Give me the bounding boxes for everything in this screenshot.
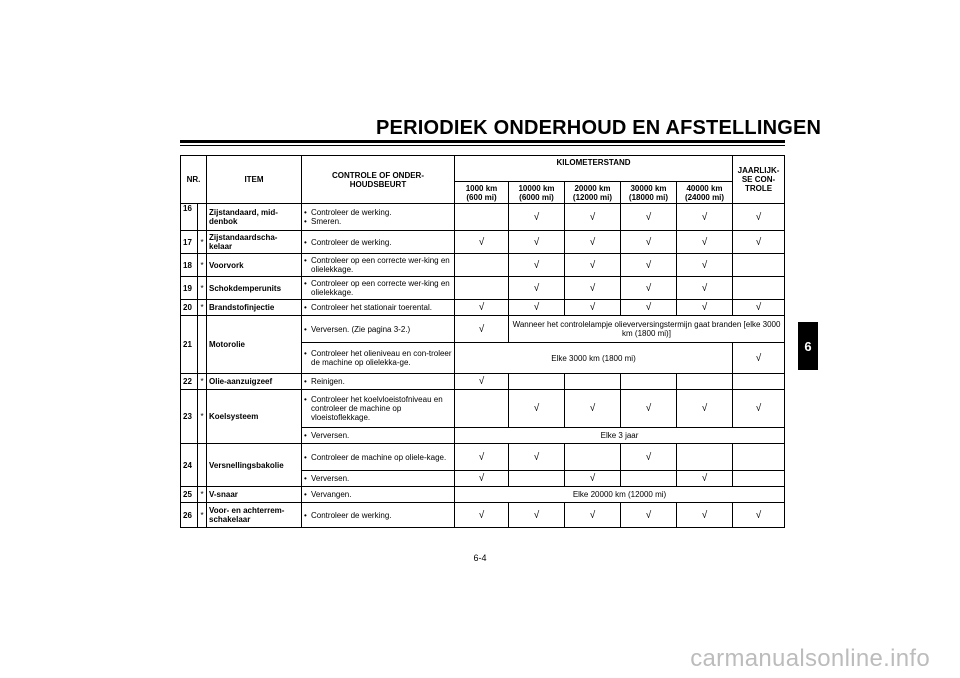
bullet-icon: • [304,490,307,499]
bullet-text: Controleer het stationair toerental. [311,303,432,312]
header-mi-value: (18000 mi) [628,192,669,202]
bullet-item [304,511,452,520]
check-cell [621,503,677,528]
bullet-item [304,238,452,247]
row-control [302,428,455,444]
bullet-item [304,474,452,483]
check-icon: √ [533,509,540,521]
check-cell [565,300,621,316]
row-item: Olie-aanzuigzeef [207,374,302,390]
row-number: 23 [181,390,198,444]
bullet-icon: • [304,208,307,217]
bullet-text: Controleer de werking. [311,208,392,217]
check-cell [677,277,733,300]
row-control [302,316,455,343]
row-star: * [198,487,207,503]
check-icon: √ [478,376,485,387]
row-control [302,471,455,487]
row-number: 22 [181,374,198,390]
row-control [302,277,455,300]
bullet-text: Controleer de werking. [311,510,392,520]
check-cell [621,254,677,277]
row-control [302,487,455,503]
row-item: Zijstandaardscha-kelaar [207,231,302,254]
check-cell [677,231,733,254]
bullet-icon: • [304,349,307,358]
check-cell [455,390,509,428]
check-cell [509,444,565,471]
bullet-text: Verversen. (Zie pagina 3-2.) [311,324,411,334]
bullet-text: Vervangen. [311,490,352,499]
row-item: Brandstofinjectie [207,300,302,316]
check-icon: √ [701,509,708,521]
header-mi-value: (600 mi) [466,192,497,202]
check-icon: √ [533,403,540,414]
check-cell [455,471,509,487]
table-row [181,316,785,343]
check-cell [565,444,621,471]
check-cell [455,444,509,471]
table-row [181,254,785,277]
bullet-text: Controleer de machine op oliele-kage. [311,452,447,462]
row-control [302,444,455,471]
row-star: * [198,374,207,390]
row-number: 17 [181,231,198,254]
row-star: * [198,277,207,300]
maintenance-table [180,155,785,528]
check-cell [733,374,785,390]
check-cell [733,471,785,487]
header-km-value: 20000 km [574,183,611,193]
check-cell [565,374,621,390]
section-tab: 6 [798,322,818,370]
title-rule-thin [180,145,785,146]
bullet-icon: • [304,303,307,312]
check-cell [733,231,785,254]
row-number: 26 [181,503,198,528]
check-cell [677,204,733,231]
check-cell [733,254,785,277]
check-icon: √ [755,302,762,313]
table-row [181,300,785,316]
check-cell [455,277,509,300]
check-cell [733,390,785,428]
check-cell [509,231,565,254]
row-item: Motorolie [207,316,302,374]
check-cell [677,254,733,277]
bullet-text: Controleer het olieniveau en con-troleer de machine op olielekka-ge. [311,349,452,367]
header-km-1 [455,182,509,204]
header-km-value: 30000 km [630,183,667,193]
check-cell [621,204,677,231]
check-icon: √ [478,451,485,463]
row-number: 20 [181,300,198,316]
header-jaarlijks: JAARLIJK-SE CON-TROLE [733,156,785,204]
check-icon: √ [589,211,596,223]
row-item: Voorvork [207,254,302,277]
check-icon: √ [755,352,762,364]
table-row [181,444,785,471]
row-star [198,316,207,374]
bullet-item [304,490,452,499]
check-cell [509,503,565,528]
check-cell [621,390,677,428]
check-cell [455,204,509,231]
row-star [198,444,207,487]
header-km-5 [677,182,733,204]
check-cell [621,231,677,254]
bullet-item [304,256,452,274]
check-cell [455,254,509,277]
check-icon: √ [645,211,652,223]
title-rule [180,140,785,143]
bullet-icon: • [304,431,307,440]
bullet-text: Controleer op een correcte wer-king en olielekkage. [311,279,450,297]
bullet-item [304,279,452,297]
bullet-icon: • [304,217,307,226]
row-item: Koelsysteem [207,390,302,444]
row-star: * [198,254,207,277]
header-km-value: 40000 km [686,183,723,193]
check-cell [455,231,509,254]
bullet-item [304,395,452,422]
check-icon: √ [755,211,762,223]
table-row [181,503,785,528]
row-star: * [198,390,207,444]
check-cell [565,471,621,487]
check-icon: √ [589,236,596,248]
check-icon: √ [755,236,762,248]
header-mi-value: (24000 mi) [684,192,725,202]
check-icon: √ [533,302,540,313]
check-cell [621,374,677,390]
interval-note: Wanneer het controlelampje olieverversingstermijn gaat branden [elke 3000 km (1800 mi)] [509,316,785,343]
table-row [181,204,785,231]
header-km-value: 1000 km [465,183,498,193]
bullet-icon: • [304,510,307,520]
check-icon: √ [645,259,652,271]
header-mi-value: (12000 mi) [572,192,613,202]
bullet-icon: • [304,256,307,265]
check-cell [509,204,565,231]
bullet-item [304,303,452,312]
header-nr: NR. [181,156,207,204]
check-cell [677,471,733,487]
check-icon: √ [589,403,596,414]
bullet-item [304,377,452,386]
check-cell [509,374,565,390]
check-cell [733,343,785,374]
check-icon: √ [645,302,652,313]
check-cell [455,503,509,528]
row-star [198,204,207,231]
row-star: * [198,503,207,528]
check-cell [621,300,677,316]
check-cell [509,277,565,300]
row-number: 16 [181,204,198,231]
check-icon: √ [589,282,596,294]
check-cell [733,444,785,471]
check-cell [621,444,677,471]
row-number: 19 [181,277,198,300]
header-kilometerstand: KILOMETERSTAND [455,156,733,182]
bullet-icon: • [304,237,307,247]
check-icon: √ [645,509,652,521]
check-icon: √ [589,509,596,521]
check-icon: √ [478,473,485,484]
bullet-icon: • [304,377,307,386]
check-icon: √ [701,236,708,248]
check-icon: √ [701,211,708,223]
check-cell [509,390,565,428]
header-mi-value: (6000 mi) [519,192,554,202]
table-row [181,390,785,428]
bullet-item [304,325,452,334]
bullet-icon: • [304,324,307,334]
row-item: V-snaar [207,487,302,503]
check-cell [677,503,733,528]
check-cell [621,277,677,300]
check-icon: √ [589,473,596,484]
bullet-text: Controleer op een correcte wer-king en olielekkage. [311,256,450,274]
check-cell [565,231,621,254]
row-item: Zijstandaard, mid-denbok [207,204,302,231]
check-icon: √ [533,236,540,248]
check-cell [733,277,785,300]
bullet-item [304,349,452,367]
check-icon: √ [533,259,540,271]
row-star: * [198,300,207,316]
row-control [302,254,455,277]
interval-note: Elke 20000 km (12000 mi) [455,487,785,503]
check-cell [677,390,733,428]
interval-note: Elke 3 jaar [455,428,785,444]
check-icon: √ [701,302,708,313]
check-cell [509,471,565,487]
row-control [302,231,455,254]
row-control [302,390,455,428]
bullet-text: Controleer het koelvloeistofniveau en controleer de machine op vloeistoflekkage. [311,395,443,422]
check-icon: √ [478,302,485,313]
header-control: CONTROLE OF ONDER-HOUDSBEURT [302,156,455,204]
interval-note: Elke 3000 km (1800 mi) [455,343,733,374]
check-icon: √ [478,236,485,248]
row-number: 21 [181,316,198,374]
check-cell [509,300,565,316]
check-icon: √ [755,509,762,521]
check-icon: √ [645,403,652,414]
bullet-item [304,453,452,462]
check-icon: √ [755,403,762,414]
row-control [302,204,455,231]
bullet-text: Verversen. [311,474,350,483]
check-icon: √ [701,259,708,271]
row-control [302,503,455,528]
row-item: Versnellingsbakolie [207,444,302,487]
header-km-3 [565,182,621,204]
bullet-item [304,431,452,440]
check-cell [565,503,621,528]
watermark: carmanualsonline.info [690,645,930,672]
check-cell [733,503,785,528]
check-cell [455,300,509,316]
check-icon: √ [701,282,708,294]
check-icon: √ [589,302,596,313]
check-icon: √ [645,282,652,294]
check-icon: √ [645,236,652,248]
bullet-icon: • [304,474,307,483]
bullet-icon: • [304,279,307,288]
page-title: PERIODIEK ONDERHOUD EN AFSTELLINGEN [376,117,822,139]
check-cell [621,471,677,487]
check-icon: √ [645,451,652,463]
table-row [181,374,785,390]
check-icon: √ [533,211,540,223]
check-cell [677,444,733,471]
check-cell [455,374,509,390]
row-control [302,300,455,316]
check-icon: √ [533,451,540,463]
row-number: 24 [181,444,198,487]
header-km-2 [509,182,565,204]
row-control [302,343,455,374]
header-km-value: 10000 km [518,183,555,193]
header-item: ITEM [207,156,302,204]
bullet-icon: • [304,452,307,462]
check-icon: √ [701,473,708,484]
row-star: * [198,231,207,254]
check-icon: √ [533,282,540,294]
table-row [181,231,785,254]
row-number: 25 [181,487,198,503]
bullet-text: Verversen. [311,431,350,440]
check-cell [565,390,621,428]
bullet-item [304,208,452,217]
bullet-item [304,217,452,226]
check-cell [565,204,621,231]
check-cell [565,277,621,300]
bullet-text: Controleer de werking. [311,237,392,247]
check-cell [677,374,733,390]
table-row [181,277,785,300]
check-cell [509,254,565,277]
page-number: 6-4 [473,553,487,563]
check-icon: √ [478,509,485,521]
check-cell [733,204,785,231]
row-control [302,374,455,390]
bullet-text: Reinigen. [311,377,345,386]
table-row [181,487,785,503]
header-km-4 [621,182,677,204]
check-icon: √ [589,259,596,271]
row-item: Voor- en achterrem-schakelaar [207,503,302,528]
check-cell [677,300,733,316]
check-icon: √ [478,323,485,335]
bullet-text: Smeren. [311,217,342,226]
check-cell [455,316,509,343]
row-item: Schokdemperunits [207,277,302,300]
bullet-icon: • [304,395,307,404]
row-number: 18 [181,254,198,277]
check-icon: √ [701,403,708,414]
check-cell [733,300,785,316]
check-cell [565,254,621,277]
